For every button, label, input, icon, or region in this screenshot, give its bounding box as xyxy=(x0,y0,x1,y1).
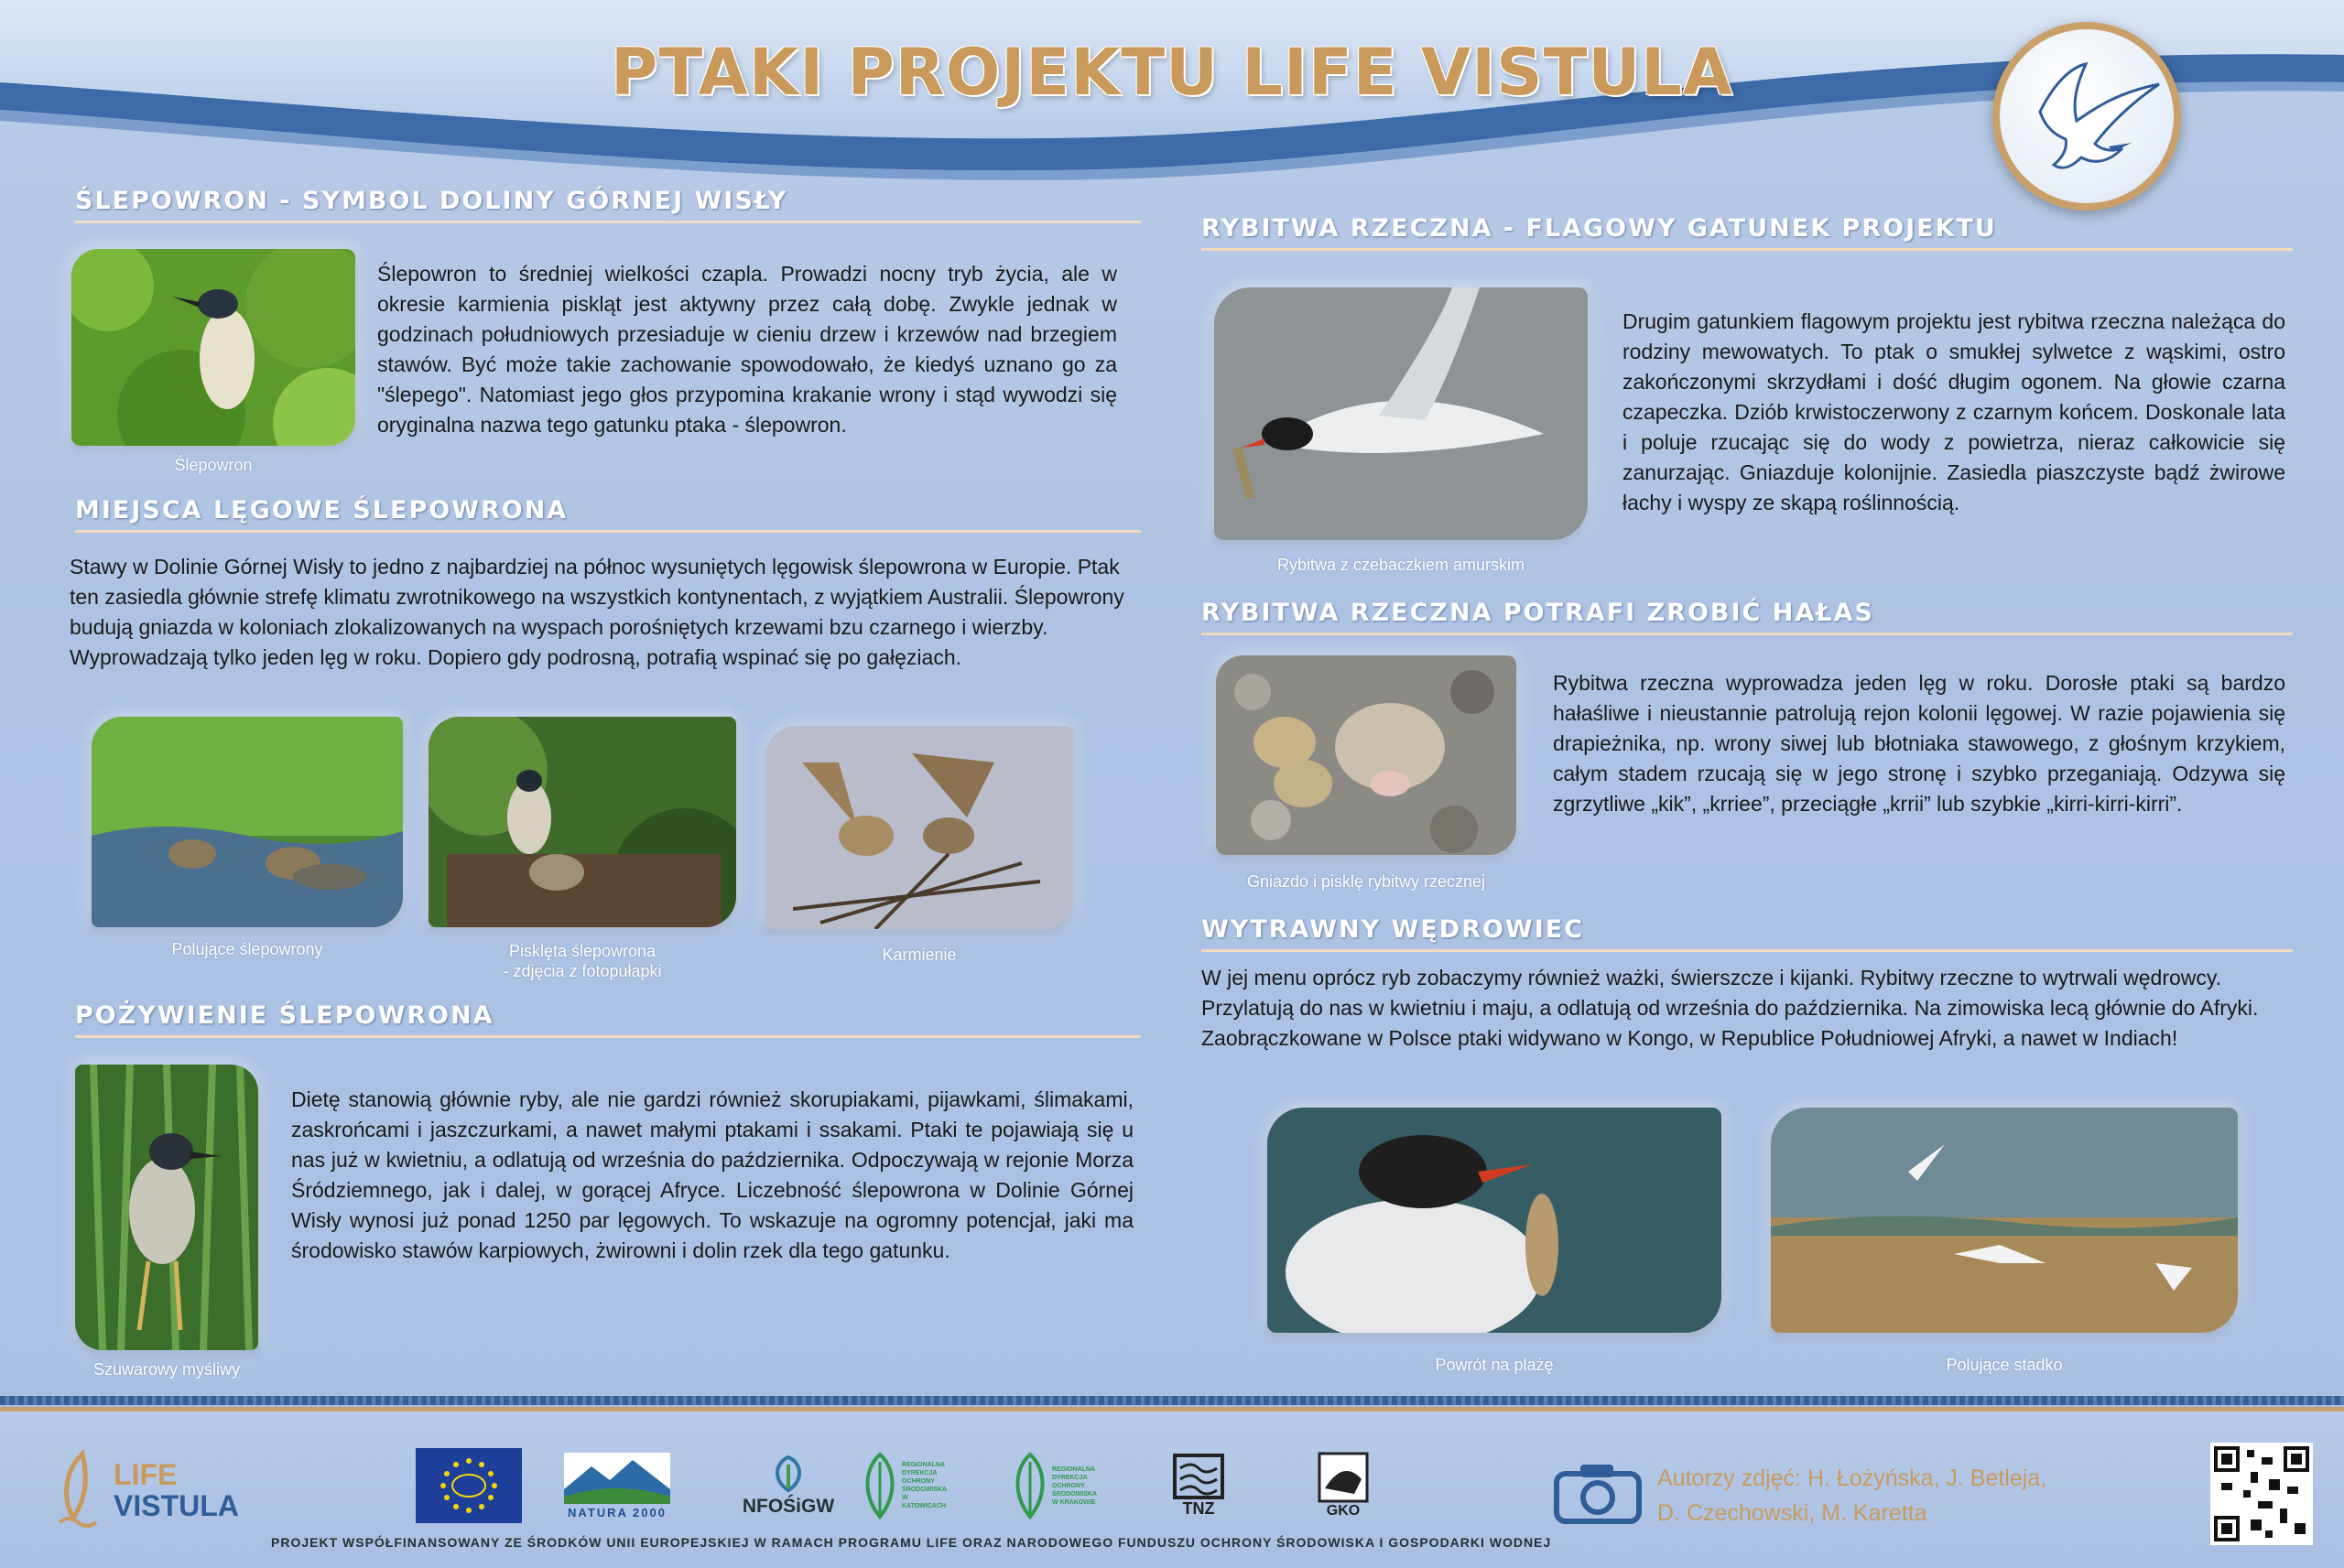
photo-caption: Szuwarowy myśliwy xyxy=(92,1360,241,1379)
life-vistula-logo xyxy=(55,1444,256,1536)
eu-life-logo xyxy=(416,1446,522,1525)
section-text: Rybitwa rzeczna wyprowadza jeden lęg w roku. Dorosłe ptaki są bardzo hałaśliwe i nieustannie patrolują rejon kolonii lęgowej. W razie pojawienia się drapieżnika, np. wrony siwej lub błotniaka stawowego, z głośnym krzykiem, całym stadem rzucają się w jego stronę i szybko przeganiają. Odzywa się zgrzytliwe „kik”, „krriee”, przeciągłe „krrii” lub szybkie „kirri-kirri-kirri”. xyxy=(1553,671,2285,816)
section-text: Drugim gatunkiem flagowym projektu jest rybitwa rzeczna należąca do rodziny mewowatych. To ptak o smukłej sylwetce z wąskimi, ostro zakończonymi skrzydłami i dość długim ogonem. Na głowie czarna czapeczka. Dziób krwistoczerwony z czarnym końcem. Doskonale lata i poluje rzucając się do wody z powietrza, nieraz całkowicie się zanurzając. Gniazduje kolonijnie. Zasiedla piaszczyste bądź żwirowe łachy i wyspy ze skąpą roślinnością. xyxy=(1622,309,2285,514)
photo-hunting-flock xyxy=(1771,1108,2238,1333)
photo-caption: Gniazdo i pisklę rybitwy rzecznej xyxy=(1246,872,1486,891)
camera-icon xyxy=(1553,1459,1643,1525)
photo-feeding xyxy=(765,726,1073,929)
logo-text: VISTULA xyxy=(114,1489,239,1522)
authors-line: D. Czechowski, M. Karetta xyxy=(1657,1500,1927,1526)
tern-icon xyxy=(55,1449,110,1531)
authors-line: Autorzy zdjęć: H. Łożyńska, J. Betleja, xyxy=(1657,1465,2047,1491)
nfosigw-label: NFOŚiGW xyxy=(742,1496,835,1517)
section-heading: WYTRAWNY WĘDROWIEC xyxy=(1201,915,2293,952)
tern-icon xyxy=(2022,57,2168,185)
logo-text: LIFE xyxy=(114,1458,178,1491)
rdos-label: REGIONALNA DYREKCJA OCHRONY ŚRODOWISKA W KATOWICACH xyxy=(902,1462,947,1509)
natura-label: NATURA 2000 xyxy=(568,1505,667,1519)
tern-logo xyxy=(1992,22,2181,211)
tnz-label: TNZ xyxy=(1182,1498,1215,1518)
nfosigw-logo xyxy=(738,1446,839,1525)
photo-caption: Ślepowron xyxy=(174,456,253,474)
photo-caption: Polujące stadko xyxy=(1946,1356,2063,1374)
rdos-katowice-logo xyxy=(861,1446,952,1525)
natura-2000-logo xyxy=(562,1446,672,1525)
photo-tern-nest xyxy=(1216,655,1516,855)
section-text: Stawy w Dolinie Górnej Wisły to jedno z najbardziej na północ wysuniętych lęgowisk ślepowrona w Europie. Ptak ten zasiedla głównie strefę klimatu zwrotnikowego na wszystkich kontynentach, z wyjątkiem Australii. Ślepowrony budują gniazda w koloniach zlokalizowanych na wyspach porośniętych krzewami bzu czarnego i wierzby. Wyprowadzają tylko jeden lęg w roku. Dopiero gdy podrosną, potrafią wspinać się po gałęziach. xyxy=(70,555,1124,669)
rdos-krakow-logo xyxy=(1011,1446,1102,1525)
photo-caption: - zdjęcia z fotopułapki xyxy=(503,962,662,980)
rdos-label: REGIONALNA DYREKCJA OCHRONY ŚRODOWISKA W KRAKOWIE xyxy=(1052,1465,1097,1506)
photo-caption: Rybitwa z czebaczkiem amurskim xyxy=(1276,556,1525,574)
photo-authors xyxy=(1657,1461,2046,1530)
photo-return-to-beach xyxy=(1267,1108,1721,1333)
section-heading: RYBITWA RZECZNA - FLAGOWY GATUNEK PROJEKTU xyxy=(1201,214,2293,251)
footer-stripe xyxy=(0,1396,2344,1405)
page-title: PTAKI PROJEKTU LIFE VISTULA xyxy=(611,35,1733,110)
section-heading: RYBITWA RZECZNA POTRAFI ZROBIĆ HAŁAS xyxy=(1201,599,2293,635)
section-text: W jej menu oprócz ryb zobaczymy również ważki, świerszcze i kijanki. Rybitwy rzeczne to wytrwali wędrowcy. Przylatują do nas w kwietniu i maju, a odlatują od września do października. Na zimowiska lecą głównie do Afryki. Zaobrączkowane w Polsce ptaki widywano w Kongo, w Republice Południowej Afryki, a nawet w Indiach! xyxy=(1201,966,2259,1050)
section-text: Dietę stanowią głównie ryby, ale nie gardzi również skorupiakami, pijawkami, ślimakami, zaskrońcami i jaszczurkami, a nawet małymi ptakami i ssakami. Ptaki te pojawiają się u nas już w kwietniu, a odlatują od września do października. Odpoczywają w rejonie Morza Śródziemnego, jak i dalej, w gorącej Afryce. Liczebność ślepowrona w Dolinie Górnej Wisły wynosi już ponad 1250 par lęgowych. To wskazuje na ogromny potencjał, jaki ma środowisko stawów karpiowych, żwirowni i dolin rzek dla tego gatunku. xyxy=(291,1087,1134,1262)
section-heading: ŚLEPOWRON - SYMBOL DOLINY GÓRNEJ WISŁY xyxy=(75,187,1141,223)
leaf-icon xyxy=(862,1451,898,1520)
section-heading: MIEJSCA LĘGOWE ŚLEPOWRONA xyxy=(75,496,1141,533)
photo-heron-chicks xyxy=(429,717,736,927)
photo-caption: Polujące ślepowrony xyxy=(171,940,323,958)
photo-night-heron xyxy=(71,249,355,446)
photo-caption: Pisklęta ślepowrona xyxy=(508,942,657,960)
section-heading: POŻYWIENIE ŚLEPOWRONA xyxy=(75,1001,1141,1038)
photo-caption: Karmienie xyxy=(882,946,957,964)
tnz-logo xyxy=(1167,1446,1231,1525)
photo-hunting-herons xyxy=(92,717,403,927)
qr-code xyxy=(2210,1443,2313,1545)
funding-note: PROJEKT WSPÓŁFINANSOWANY ZE ŚRODKÓW UNII EUROPEJSKIEJ W RAMACH PROGRAMU LIFE ORAZ NARODOWEGO FUNDUSZU OCHRONY ŚRODOWISKA I GOSPODARKI WODNEJ xyxy=(271,1535,1552,1550)
section-text: Ślepowron to średniej wielkości czapla. Prowadzi nocny tryb życia, ale w okresie karmienia piskląt jest aktywny przez całą dobę. Zwykle jednak w godzinach południowych przesiaduje w cieniu drzew i krzewów nad brzegiem stawów. Być może takie zachowanie spowodowało, że kiedyś uznano go za "ślepego". Natomiast jego głos przypomina krakanie wrony i stąd wywodzi się oryginalna nazwa tego gatunku ptaka - ślepowron. xyxy=(377,262,1117,437)
photo-caption: Powrót na plażę xyxy=(1435,1356,1554,1374)
gko-label: GKO xyxy=(1326,1503,1361,1519)
photo-tern-with-fish xyxy=(1214,287,1588,540)
leaf-icon xyxy=(1012,1451,1048,1520)
photo-reed-hunter xyxy=(75,1065,258,1350)
gko-logo xyxy=(1311,1446,1375,1525)
